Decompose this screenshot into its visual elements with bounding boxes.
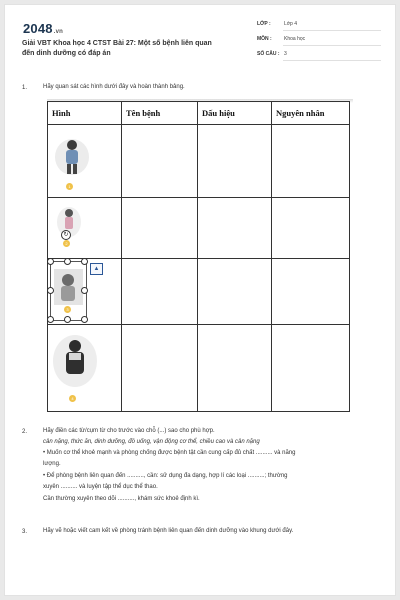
meta-value-class: Lớp 4 xyxy=(284,21,298,27)
image-cell xyxy=(48,198,122,259)
word-bank: cân nặng, thức ăn, dinh dưỡng, đồ uống, vận động cơ thể, chiều cao và cân nặng xyxy=(43,439,260,445)
table-row xyxy=(48,198,350,259)
divider xyxy=(283,45,381,46)
answer-table xyxy=(47,101,350,412)
question-2-line: • Để phòng bệnh liên quan đến .........., cần: sử dụng đa dạng, hợp lí các loại ..........; thường xyxy=(43,473,288,479)
resize-handle[interactable] xyxy=(47,258,54,265)
image-cell xyxy=(48,259,122,325)
answer-cell[interactable] xyxy=(198,198,272,259)
answer-cell[interactable] xyxy=(198,125,272,198)
meta-value-count: 3 xyxy=(284,51,287,57)
resize-handle[interactable] xyxy=(64,316,71,323)
question-2-number: 2. xyxy=(22,429,28,435)
question-2-line: Cần thường xuyên theo dõi .........., khám sức khoẻ định kì. xyxy=(43,496,200,502)
meta-value-subject: Khoa học xyxy=(284,36,306,42)
document-page xyxy=(4,4,396,596)
layout-options-icon[interactable]: ▲ xyxy=(90,263,103,275)
resize-handle[interactable] xyxy=(81,258,88,265)
image-badge-4: 4 xyxy=(69,395,76,402)
answer-cell[interactable] xyxy=(122,259,198,325)
title-line-1: Giải VBT Khoa học 4 CTST Bài 27: Một số bệnh liên quan xyxy=(22,40,212,47)
document-title xyxy=(22,39,237,58)
image-badge-3: 3 xyxy=(64,306,71,313)
resize-handle[interactable] xyxy=(47,316,54,323)
boy-illustration xyxy=(52,131,92,181)
answer-cell[interactable] xyxy=(198,259,272,325)
resize-handle[interactable] xyxy=(81,316,88,323)
answer-cell[interactable] xyxy=(272,125,350,198)
question-3-text: Hãy vẽ hoặc viết cam kết về phòng tránh bệnh liên quan đến dinh dưỡng vào khung dưới đây. xyxy=(43,528,294,534)
answer-cell[interactable] xyxy=(122,198,198,259)
answer-cell[interactable] xyxy=(272,198,350,259)
table-header-row xyxy=(48,102,350,125)
rotate-handle-icon[interactable]: ↻ xyxy=(61,230,71,240)
meta-label-subject: MÔN : xyxy=(257,36,272,42)
child-illustration xyxy=(52,267,85,307)
question-3-number: 3. xyxy=(22,529,28,535)
header-image: Hình xyxy=(48,102,122,125)
image-badge-1: 1 xyxy=(66,183,73,190)
answer-cell[interactable] xyxy=(272,259,350,325)
table-row xyxy=(48,125,350,198)
table-row xyxy=(48,259,350,325)
title-line-2: đến dinh dưỡng có đáp án xyxy=(22,49,111,57)
resize-handle[interactable] xyxy=(81,287,88,294)
site-logo[interactable] xyxy=(23,21,63,36)
meta-label-count: SỐ CÂU : xyxy=(257,51,280,57)
question-2-line: • Muốn cơ thể khoẻ mạnh và phòng chống được bệnh tật cần cung cấp đủ chất .......... và năng xyxy=(43,450,296,456)
image-cell xyxy=(48,325,122,412)
answer-cell[interactable] xyxy=(272,325,350,412)
image-badge-2: 2 xyxy=(63,240,70,247)
logo-text: 2048 xyxy=(23,21,53,36)
question-1-text: Hãy quan sát các hình dưới đây và hoàn thành bảng. xyxy=(43,84,185,90)
answer-cell[interactable] xyxy=(122,325,198,412)
man-illustration xyxy=(50,331,100,391)
header-cause: Nguyên nhân xyxy=(272,102,350,125)
image-cell xyxy=(48,125,122,198)
meta-label-class: LỚP : xyxy=(257,21,271,27)
answer-cell[interactable] xyxy=(122,125,198,198)
table-row xyxy=(48,325,350,412)
header-disease: Tên bệnh xyxy=(122,102,198,125)
resize-handle[interactable] xyxy=(64,258,71,265)
question-2-line: lượng. xyxy=(43,461,61,467)
question-2-line: xuyên .......... và luyện tập thể dục thể thao. xyxy=(43,484,158,490)
logo-tld: .vn xyxy=(53,29,64,35)
answer-cell[interactable] xyxy=(198,325,272,412)
question-2-text: Hãy điền các từ/cụm từ cho trước vào chỗ (...) sao cho phù hợp. xyxy=(43,428,215,434)
header-signs: Dấu hiệu xyxy=(198,102,272,125)
resize-handle[interactable] xyxy=(47,287,54,294)
divider xyxy=(283,30,381,31)
divider xyxy=(283,60,381,61)
question-1-number: 1. xyxy=(22,85,28,91)
